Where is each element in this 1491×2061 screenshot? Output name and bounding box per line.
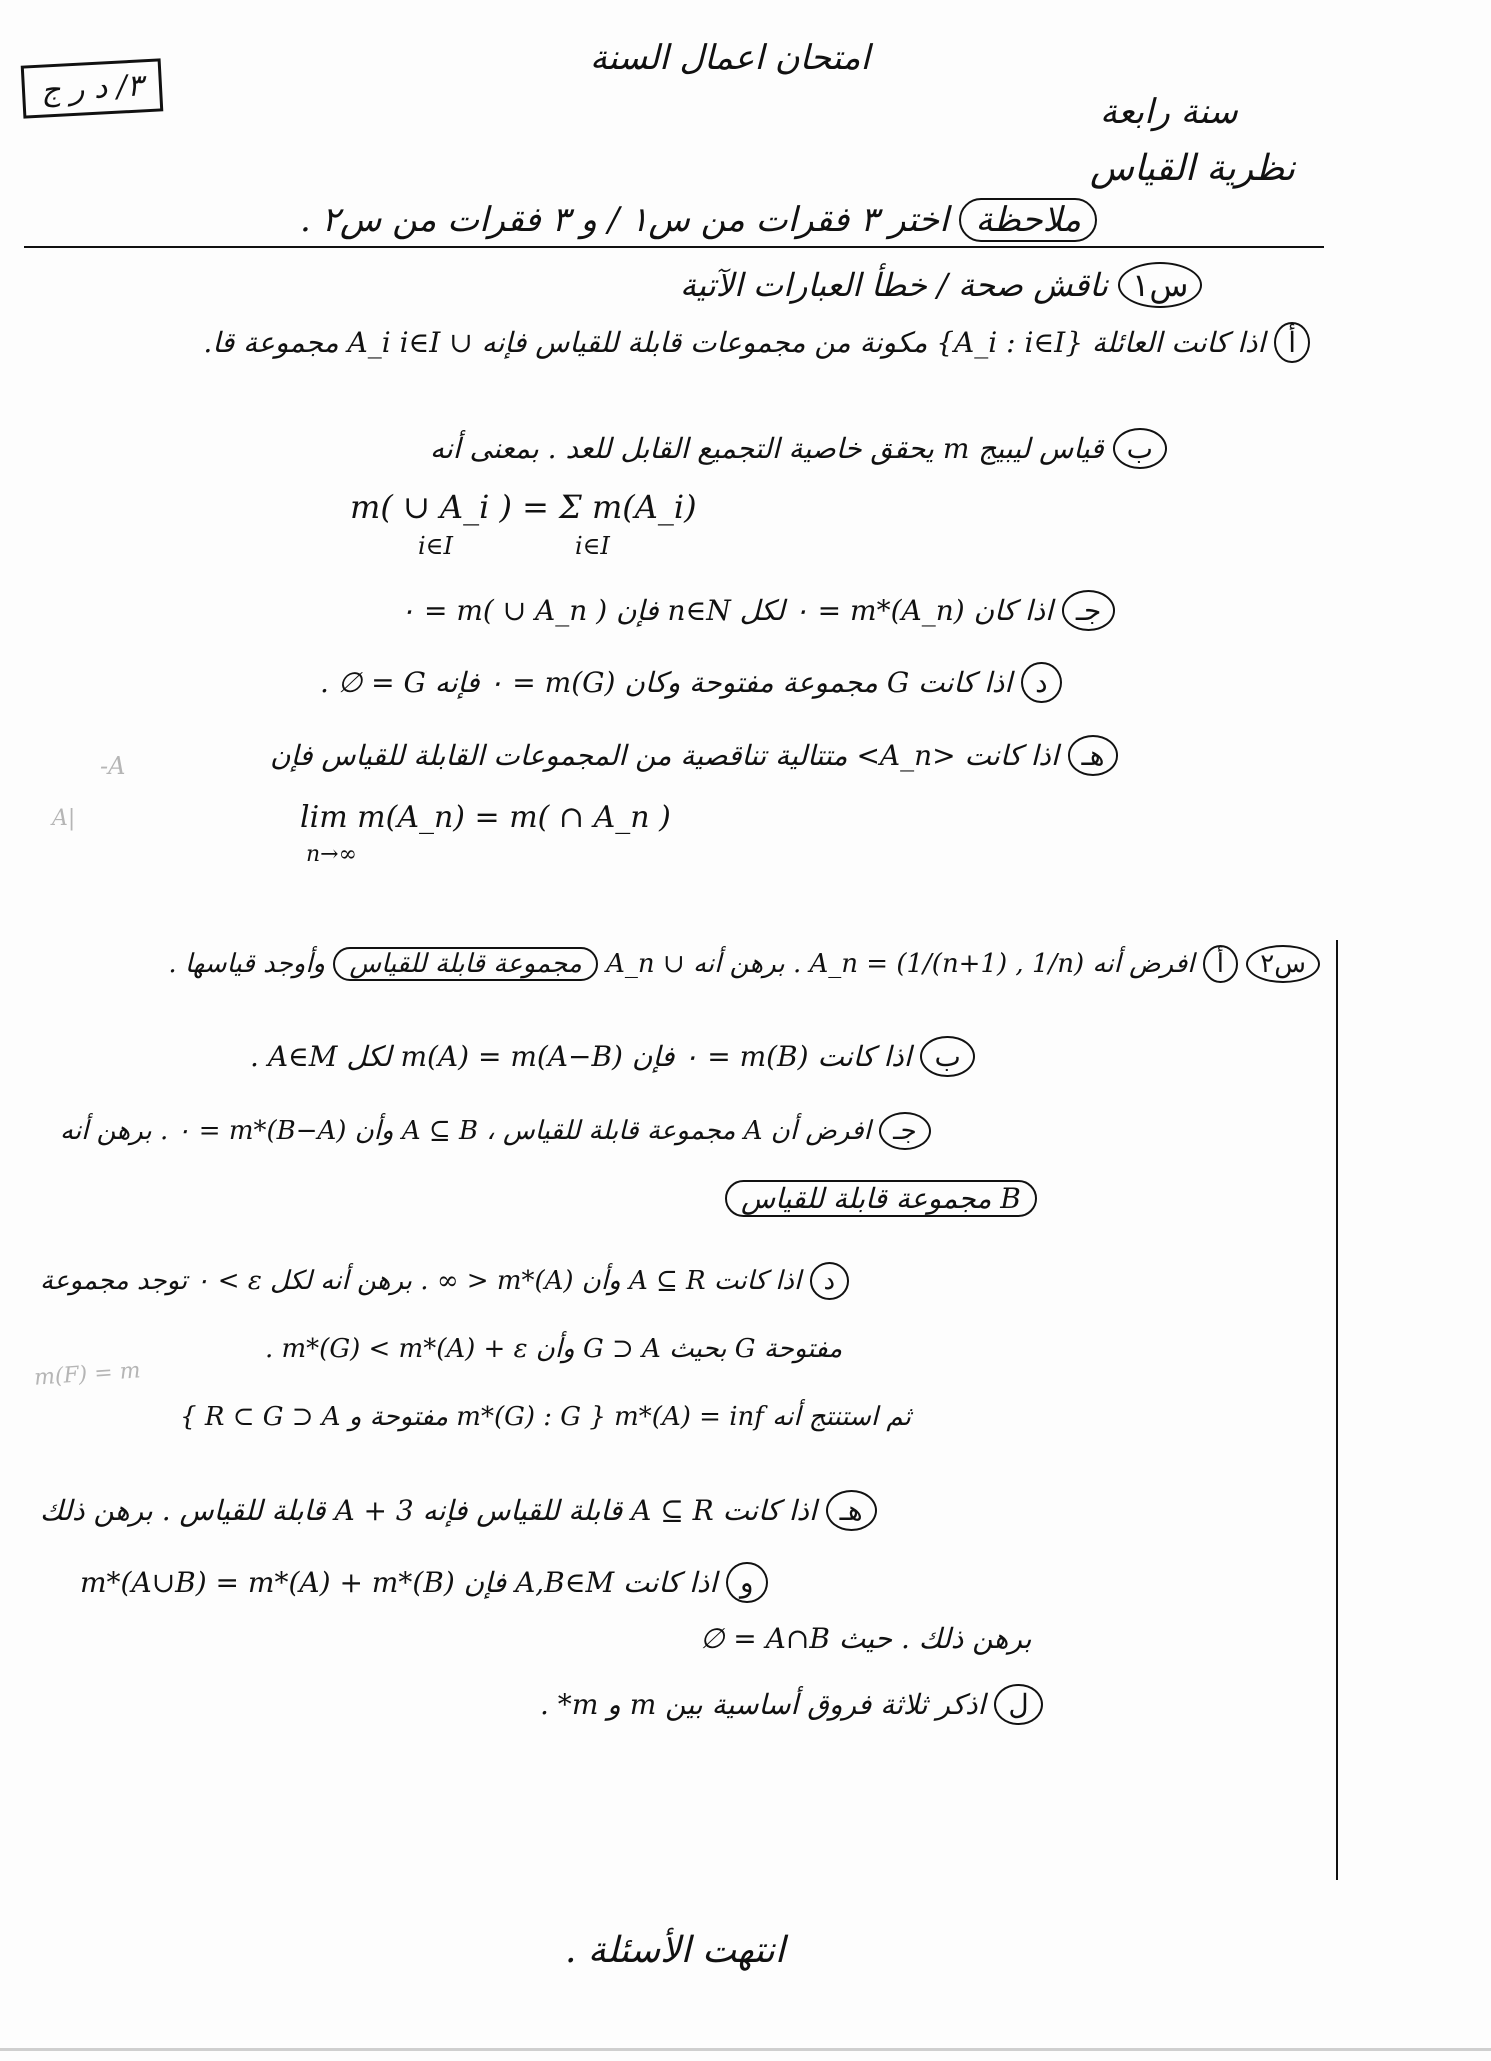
q1-label: س١ — [1118, 262, 1202, 308]
exam-title: امتحان اعمال السنة — [590, 38, 870, 78]
q1-item-c-text: اذا كان m*(A_n) = ٠ لكل n∈N فإن — [616, 594, 1053, 627]
q1-item-b-text: قياس ليبيج m يحقق خاصية التجميع القابل للعد . بمعنى أنه — [430, 432, 1104, 465]
q2-item-g-letter: ل — [994, 1684, 1042, 1725]
q2-item-b-letter: ب — [920, 1036, 974, 1077]
note-label: ملاحظة — [959, 198, 1097, 242]
q2-item-a-tail: وأوجد قياسها . — [168, 949, 326, 979]
instructions-text: اختر ٣ فقرات من س١ / و ٣ فقرات من س٢ . — [300, 200, 949, 240]
q2-item-e-text: اذا كانت A ⊆ R قابلة للقياس فإنه A + 3 قابلة للقياس . برهن ذلك — [40, 1494, 817, 1527]
q1-item-e-sub: n→∞ — [306, 842, 357, 867]
q2-item-c-boxed: B مجموعة قابلة للقياس — [725, 1180, 1037, 1217]
q2-item-c-line2 — [725, 1180, 1037, 1217]
year-box — [21, 58, 164, 118]
q2-item-g-text: اذكر ثلاثة فروق أساسية بين m و m* . — [540, 1688, 986, 1721]
q2-item-f-line2: برهن ذلك . حيث A∩B = ∅ — [700, 1622, 1032, 1655]
q1-heading — [680, 262, 1202, 308]
year-box-text: ٣/ د ر ج — [40, 68, 144, 109]
q1-item-a — [20, 322, 1310, 363]
q2-item-c-text: افرض أن A مجموعة قابلة للقياس ، A ⊆ B وأن m*(B−A) = ٠ . برهن أنه — [60, 1116, 871, 1146]
faint-mark-3: m(F) = m — [33, 1358, 142, 1391]
q1-item-d-math: G = ∅ . — [320, 666, 426, 699]
q1-item-c-letter: جـ — [1062, 590, 1116, 631]
q1-item-a-letter: أ — [1274, 322, 1310, 363]
q2-item-a-text: افرض أنه A_n = (1/(n+1) , 1/n) . برهن أنه ∪ A_n — [606, 949, 1195, 979]
q2-item-e — [40, 1490, 877, 1531]
q1-item-e-math: lim m(A_n) = m( ∩ A_n ) — [300, 800, 671, 835]
q2-label: س٢ — [1246, 945, 1320, 983]
faint-mark-2: A| — [52, 806, 76, 831]
q1-item-e — [270, 735, 1118, 776]
q2-item-a-letter: أ — [1203, 945, 1238, 983]
q2-side-rule — [1336, 940, 1338, 1880]
q1-item-b-letter: ب — [1113, 428, 1167, 469]
q1-item-b-sub: i∈I i∈I — [418, 532, 610, 560]
q1-item-e-text: اذا كانت <A_n> متتالية تناقصية من المجموعات القابلة للقياس فإن — [270, 739, 1059, 772]
q1-item-e-letter: هـ — [1068, 735, 1119, 776]
instructions — [300, 198, 1097, 242]
faint-mark-1: -A — [100, 752, 126, 780]
q2-item-d — [40, 1262, 849, 1300]
q1-heading-text: ناقش صحة / خطأ العبارات الآتية — [680, 266, 1108, 304]
q1-item-c — [400, 590, 1115, 631]
q1-item-b-math: m( ∪ A_i ) = Σ m(A_i) — [350, 488, 697, 526]
q1-item-d-letter: د — [1021, 662, 1061, 703]
q1-item-d — [320, 662, 1062, 703]
q2-item-e-letter: هـ — [826, 1490, 877, 1531]
q2-item-c-letter: جـ — [879, 1112, 931, 1150]
q1-item-c-math: m( ∪ A_n ) = ٠ — [400, 594, 608, 627]
subject-title: نظرية القياس — [1090, 148, 1296, 189]
q1-item-a-tail: مجموعة قا. — [203, 326, 339, 359]
end-text: انتهت الأسئلة . — [565, 1930, 785, 1971]
q2-item-d-text: اذا كانت A ⊆ R وأن m*(A) < ∞ . برهن أنه لكل ε > ٠ توجد مجموعة — [40, 1266, 802, 1296]
scan-edge — [0, 2048, 1491, 2051]
q2-item-d-line2: مفتوحة G بحيث G ⊃ A وأن m*(G) < m*(A) + ε . — [265, 1334, 843, 1364]
q2-item-f-text: اذا كانت A,B∈M فإن m*(A∪B) = m*(A) + m*(B) — [80, 1566, 718, 1599]
q2-item-d-letter: د — [810, 1262, 850, 1300]
q2-item-a — [20, 945, 1320, 983]
q1-item-d-text: اذا كانت G مجموعة مفتوحة وكان m(G) = ٠ فإنه — [434, 666, 1013, 699]
q2-item-c — [60, 1112, 931, 1150]
q2-item-f-letter: و — [726, 1562, 768, 1603]
q1-item-a-text: اذا كانت العائلة {A_i : i∈I} مكونة من مجموعات قابلة للقياس فإنه — [481, 326, 1266, 359]
q2-item-a-boxed: مجموعة قابلة للقياس — [333, 947, 597, 981]
q2-item-d-line3: ثم استنتج أنه m*(A) = inf { m*(G) : G مفتوحة و R ⊂ G ⊃ A } — [180, 1402, 911, 1432]
q2-item-b-text: اذا كانت m(B) = ٠ فإن m(A) = m(A−B) لكل A∈M . — [250, 1040, 912, 1073]
year-label: سنة رابعة — [1100, 92, 1238, 132]
q1-item-a-math: ∪ A_i i∈I — [347, 326, 473, 359]
q2-item-g — [540, 1684, 1043, 1725]
q2-item-f — [80, 1562, 768, 1603]
q1-item-b — [430, 428, 1167, 469]
q2-item-b — [250, 1036, 975, 1077]
header-divider — [24, 246, 1324, 248]
